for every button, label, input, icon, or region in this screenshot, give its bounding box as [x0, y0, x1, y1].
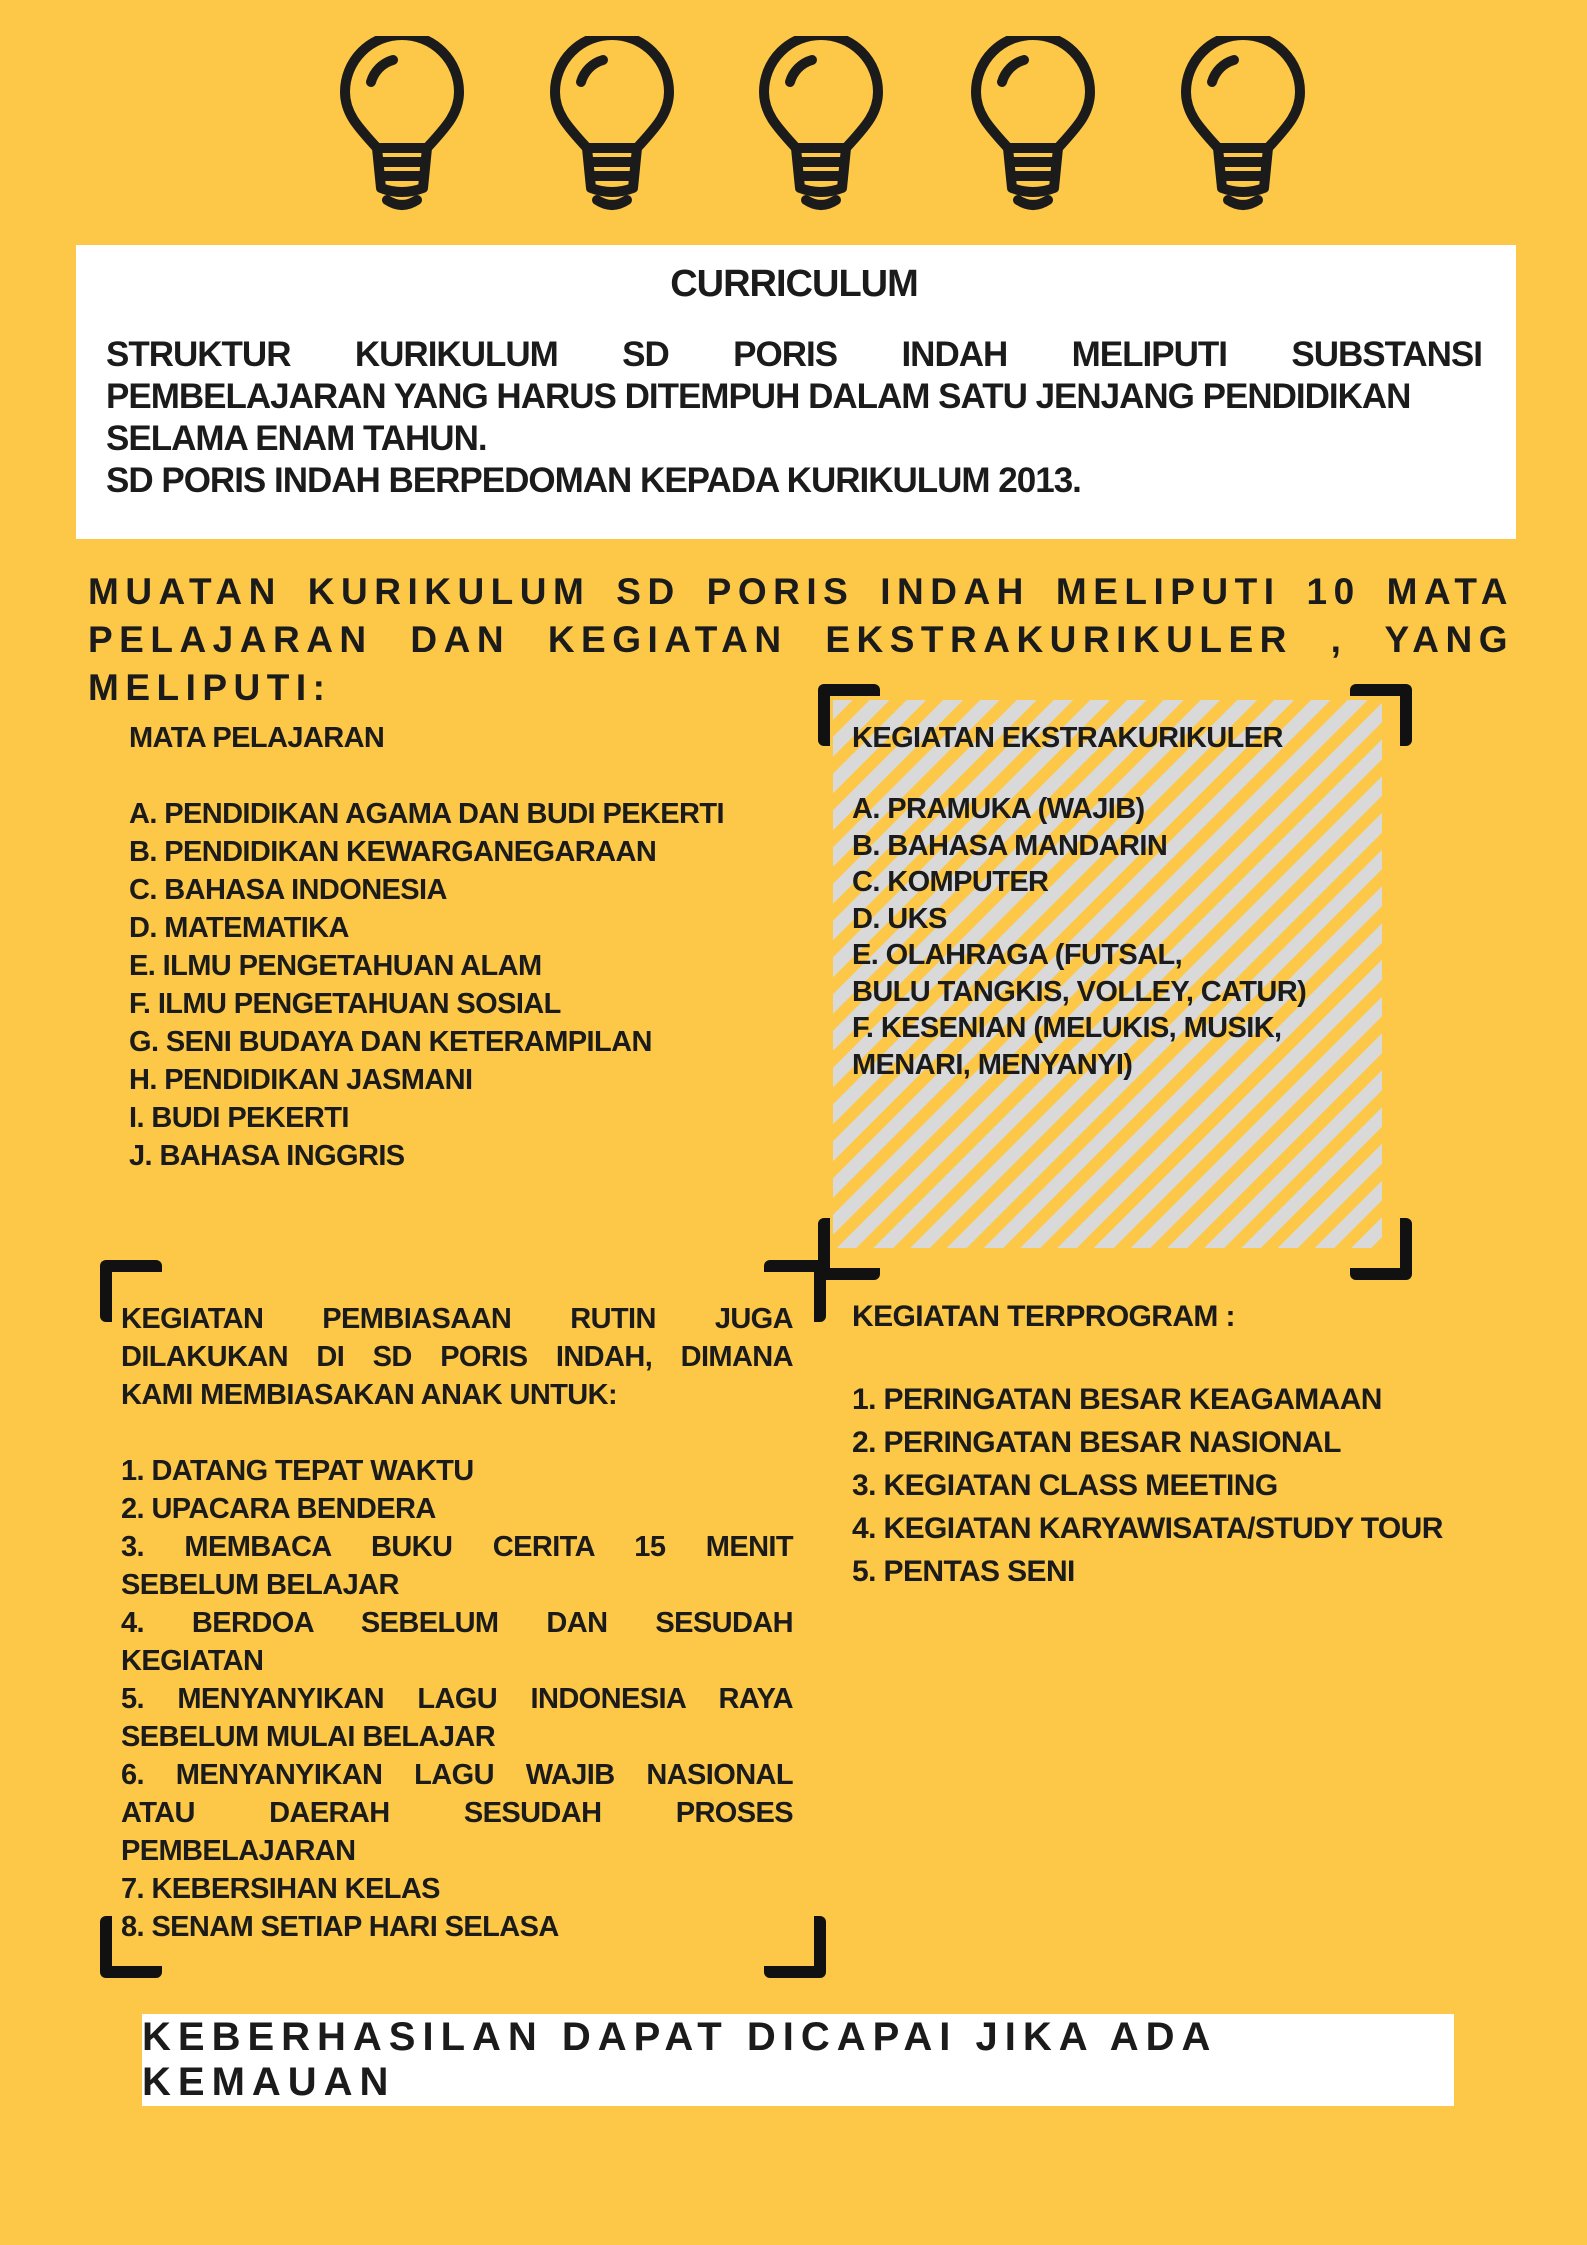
list-item: 4. KEGIATAN KARYAWISATA/STUDY TOUR	[852, 1512, 1443, 1545]
motto-text: KEBERHASILAN DAPAT DICAPAI JIKA ADA KEMAUAN	[142, 2015, 1216, 2104]
subjects-title: MATA PELAJARAN	[129, 722, 385, 754]
list-item: SEBELUM BELAJAR	[121, 1569, 399, 1601]
extracurricular-list	[852, 722, 1372, 1083]
programmed-activities-title: KEGIATAN TERPROGRAM :	[852, 1300, 1235, 1333]
list-item: A. PENDIDIKAN AGAMA DAN BUDI PEKERTI	[129, 798, 724, 830]
list-item: C. BAHASA INDONESIA	[129, 874, 447, 906]
light-bulb-icon	[1178, 36, 1308, 226]
habituation-intro-line: KAMI MEMBIASAKAN ANAK UNTUK:	[121, 1379, 618, 1411]
list-item: H. PENDIDIKAN JASMANI	[129, 1064, 473, 1096]
description-line: SELAMA ENAM TAHUN.	[106, 419, 487, 458]
list-item: 1. PERINGATAN BESAR KEAGAMAAN	[852, 1383, 1382, 1416]
heading-line: MUATAN KURIKULUM SD PORIS INDAH MELIPUTI 10 MATA	[88, 571, 1514, 612]
list-item: A. PRAMUKA (WAJIB)	[852, 793, 1145, 825]
list-item: KEGIATAN	[121, 1645, 264, 1677]
list-item: E. ILMU PENGETAHUAN ALAM	[129, 950, 542, 982]
list-item: 6. MENYANYIKAN LAGU WAJIB NASIONAL	[121, 1759, 793, 1791]
list-item: F. ILMU PENGETAHUAN SOSIAL	[129, 988, 561, 1020]
light-bulb-icon	[756, 36, 886, 226]
list-item: J. BAHASA INGGRIS	[129, 1140, 405, 1172]
curriculum-description	[106, 334, 1482, 502]
light-bulb-icon	[968, 36, 1098, 226]
list-item: 8. SENAM SETIAP HARI SELASA	[121, 1911, 559, 1943]
programmed-activities-list	[852, 1300, 1492, 1593]
subjects-list	[129, 722, 789, 1175]
section-heading	[88, 568, 1514, 712]
heading-line: MELIPUTI:	[88, 667, 332, 708]
light-bulb-icon	[547, 36, 677, 226]
list-item: D. UKS	[852, 902, 947, 935]
list-item: ATAU DAERAH SESUDAH PROSES	[121, 1797, 793, 1829]
corner-bracket	[818, 1218, 880, 1280]
light-bulb-icon	[337, 36, 467, 226]
list-item: I. BUDI PEKERTI	[129, 1102, 349, 1134]
list-item: 5. MENYANYIKAN LAGU INDONESIA RAYA	[121, 1683, 793, 1715]
list-item: 3. KEGIATAN CLASS MEETING	[852, 1469, 1278, 1502]
extracurricular-title: KEGIATAN EKSTRAKURIKULER	[852, 722, 1283, 754]
description-line: PEMBELAJARAN YANG HARUS DITEMPUH DALAM SATU JENJANG PENDIDIKAN	[106, 377, 1411, 416]
list-item: C. KOMPUTER	[852, 866, 1049, 898]
motto-banner	[142, 2014, 1454, 2106]
list-item: PEMBELAJARAN	[121, 1835, 356, 1867]
list-item: MENARI, MENYANYI)	[852, 1048, 1133, 1081]
habituation-intro-line: KEGIATAN PEMBIASAAN RUTIN JUGA	[121, 1303, 793, 1335]
light-bulb-row	[0, 36, 1587, 226]
list-item: 7. KEBERSIHAN KELAS	[121, 1873, 440, 1905]
list-item: BULU TANGKIS, VOLLEY, CATUR)	[852, 975, 1307, 1008]
list-item: G. SENI BUDAYA DAN KETERAMPILAN	[129, 1026, 652, 1058]
habituation-intro	[121, 1300, 793, 1414]
list-item: 2. PERINGATAN BESAR NASIONAL	[852, 1426, 1341, 1459]
list-item: 5. PENTAS SENI	[852, 1555, 1075, 1588]
list-item: F. KESENIAN (MELUKIS, MUSIK,	[852, 1012, 1282, 1044]
curriculum-intro-panel	[76, 245, 1516, 539]
description-line: STRUKTUR KURIKULUM SD PORIS INDAH MELIPUTI SUBSTANSI	[106, 335, 1482, 374]
curriculum-title: CURRICULUM	[670, 263, 918, 305]
list-item: 1. DATANG TEPAT WAKTU	[121, 1455, 474, 1487]
description-line: SD PORIS INDAH BERPEDOMAN KEPADA KURIKULUM 2013.	[106, 461, 1081, 500]
habituation-intro-line: DILAKUKAN DI SD PORIS INDAH, DIMANA	[121, 1341, 793, 1373]
list-item: B. BAHASA MANDARIN	[852, 829, 1168, 862]
habituation-list	[121, 1300, 793, 1946]
corner-bracket	[1350, 1218, 1412, 1280]
list-item: 3. MEMBACA BUKU CERITA 15 MENIT	[121, 1531, 793, 1563]
list-item: E. OLAHRAGA (FUTSAL,	[852, 939, 1183, 971]
list-item: B. PENDIDIKAN KEWARGANEGARAAN	[129, 836, 657, 868]
list-item: 2. UPACARA BENDERA	[121, 1493, 436, 1525]
list-item: 4. BERDOA SEBELUM DAN SESUDAH	[121, 1607, 793, 1639]
list-item: SEBELUM MULAI BELAJAR	[121, 1721, 496, 1753]
list-item: D. MATEMATIKA	[129, 912, 349, 944]
heading-line: PELAJARAN DAN KEGIATAN EKSTRAKURIKULER , YANG	[88, 619, 1514, 660]
